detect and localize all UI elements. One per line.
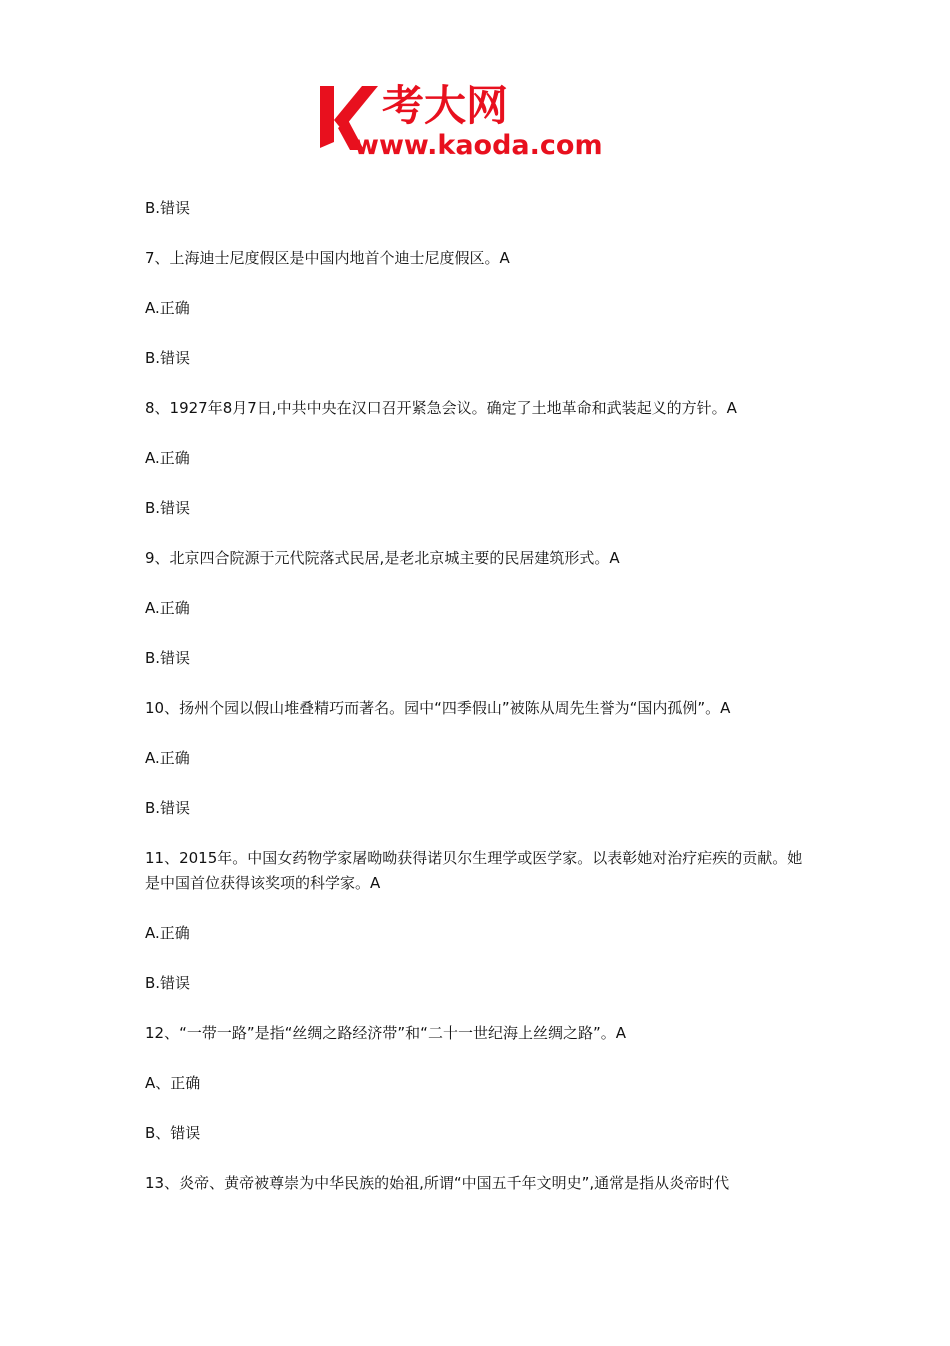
question-9: 9、北京四合院源于元代院落式民居,是老北京城主要的民居建筑形式。A: [145, 549, 620, 567]
kaoda-logo-graphic: [318, 80, 648, 160]
option-a: A.正确: [145, 924, 190, 942]
logo-name: 考大网: [382, 81, 509, 130]
option-b: B、错误: [145, 1124, 201, 1142]
option-b: B.错误: [145, 649, 191, 667]
kaoda-logo: [318, 80, 648, 160]
question-12: 12、“一带一路”是指“丝绸之路经济带”和“二十一世纪海上丝绸之路”。A: [145, 1024, 626, 1042]
question-10: 10、扬州个园以假山堆叠精巧而著名。园中“四季假山”被陈从周先生誉为“国内孤例”。A: [145, 699, 731, 717]
question-13: 13、炎帝、黄帝被尊崇为中华民族的始祖,所谓“中国五千年文明史”,通常是指从炎帝时代: [145, 1174, 730, 1192]
document-body: [145, 196, 817, 1221]
option-b: B.错误: [145, 974, 191, 992]
logo-url: www.kaoda.com: [354, 130, 603, 160]
option-a: A.正确: [145, 599, 190, 617]
option-a: A.正确: [145, 299, 190, 317]
option-b: B.错误: [145, 199, 191, 217]
option-a: A.正确: [145, 449, 190, 467]
option-a: A、正确: [145, 1074, 201, 1092]
question-11: 11、2015年。中国女药物学家屠呦呦获得诺贝尔生理学或医学家。以表彰她对治疗疟疾的贡献。她是中国首位获得该奖项的科学家。A: [145, 849, 803, 892]
option-b: B.错误: [145, 499, 191, 517]
option-b: B.错误: [145, 799, 191, 817]
question-8: 8、1927年8月7日,中共中央在汉口召开紧急会议。确定了土地革命和武装起义的方针。A: [145, 399, 737, 417]
question-7: 7、上海迪士尼度假区是中国内地首个迪士尼度假区。A: [145, 249, 510, 267]
option-a: A.正确: [145, 749, 190, 767]
option-b: B.错误: [145, 349, 191, 367]
